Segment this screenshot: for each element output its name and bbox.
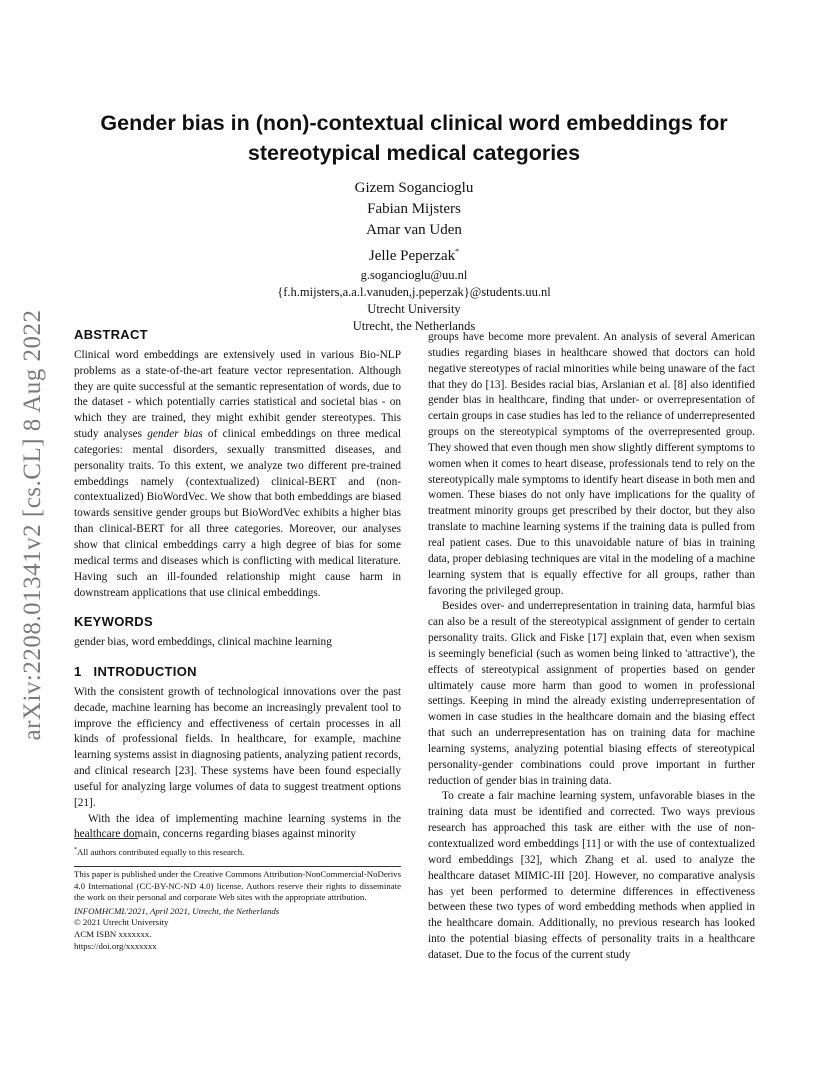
keywords-heading: KEYWORDS (74, 614, 153, 630)
arxiv-identifier-margin (18, 290, 48, 760)
left-column (74, 327, 401, 843)
title-line-2: stereotypical medical categories (247, 141, 581, 165)
license-text: This paper is published under the Creative Commons Attribution-NonCommercial-NoDerivs 4.0 International (CC-BY-NC-ND 4.0) license. Authors reserve their rights to disseminate the work on their personal and corporate Web sites with the appropriate attribution. (74, 869, 401, 903)
body-paragraph: groups have become more prevalent. An analysis of several American studies regarding biases in healthcare showed that doctors can hold negative stereotypes of racial minorities while being unaware of the fact that they do [13]. Besides racial bias, Arslanian et al. [8] also identified gender bias in healthcare, finding that under- or overrepresentation of certain groups in case studies has led to the reliance of underrepresented groups on the stereotypical symptoms of the overrepresented group. They showed that even though men show slightly different symptoms to women when it comes to heart disease, professionals tend to rely on the stereotypically male symptoms to identify heart disease in both men and women. These biases do not only have implications for the quality of treatment minority groups get prescribed by their doctor, but they also translate to machine learning systems if the training data is pulled from real patient cases. Due to this unavoidable nature of bias in training data, proper debiasing techniques are vital in the modeling of a machine learning system that is equally effective for all groups, rather than favoring the privileged group. (428, 331, 755, 597)
section-title: INTRODUCTION (93, 664, 197, 680)
keywords-text: gender bias, word embeddings, clinical machine learning (74, 636, 332, 649)
license-rule (74, 866, 401, 867)
paper-title (74, 108, 754, 168)
affiliation-institution: Utrecht University (367, 302, 461, 316)
author-name (74, 241, 754, 267)
author-name-text: Jelle Peperzak (368, 248, 456, 264)
footnote-rule (74, 838, 138, 839)
author-footnote (74, 844, 401, 858)
arxiv-identifier: arXiv:2208.01341v2 [cs.CL] 8 Aug 2022 (19, 309, 46, 741)
abstract-heading: ABSTRACT (74, 327, 148, 342)
author-name: Gizem Sogancioglu (354, 180, 474, 196)
footnote-text: All authors contributed equally to this research. (77, 846, 245, 857)
author-name: Fabian Mijsters (367, 201, 461, 217)
copyright-line: © 2021 Utrecht University (74, 917, 169, 928)
introduction-heading (74, 664, 401, 680)
introduction-paragraph: With the consistent growth of technological innovations over the past decade, machine learning has become an increasingly prevalent tool to improve the efficiency and effectiveness of certain processes in all kinds of professional fields. In healthcare, for example, machine learning systems assist in diagnosing patients, analyzing patient records, and clinical research [23]. These systems have been found especially useful for analyzing large volumes of data to suggest treatment options [21]. (74, 685, 401, 809)
author-email: g.sogancioglu@uu.nl (360, 268, 468, 282)
author-name: Amar van Uden (366, 222, 462, 238)
license-block (74, 869, 401, 952)
body-paragraph: To create a fair machine learning system, unfavorable biases in the training data must be identified and corrected. Two ways previous research has approached this task are either with the use of non-contextualized word embeddings [11] or with the use of contextualized word embeddings [32], which Zhang et al. used to analyze the healthcare dataset MIMIC-III [20]. However, no comparative analysis has yet been performed to determine differences in effectiveness between these two types of word embedding methods when applied in the healthcare domain. Additionally, no previous research has looked into the potential biasing effects of personality traits in a healthcare dataset. Due to the focus of the current study (428, 790, 755, 961)
body-paragraph: Besides over- and underrepresentation in training data, harmful bias can also be a result of the stereotypical assignment of gender to certain personality traits. Glick and Fiske [17] explain that, even when sexism is seemingly beneficial (such as women being linked to 'attractive'), the effects of stereotypical assignment of properties based on gender ultimately cause more harm than good to women in professional settings. Keeping in mind the already existing underrepresentation of women in case studies in the healthcare domain and the biasing effect that such an underrepresentation has on training data for machine learning systems, analyzing potential biasing effects of stereotypical personality-gender combinations could prove important in further reduction of gender bias in training data. (428, 600, 755, 787)
right-column (428, 330, 755, 964)
author-block (74, 178, 754, 335)
author-footnote-mark: * (455, 247, 460, 256)
abstract-emphasis: gender bias (147, 428, 203, 441)
title-line-1: Gender bias in (non)-contextual clinical word embeddings for (100, 111, 728, 135)
abstract-text: Clinical word embeddings are extensively used in various Bio-NLP problems as a state-of-the-art feature vector representation. Although they are quite successful at the semantic representation of words, due to the dataset - which potentially carries statistical and societal bias - on which they are trained, they might exhibit gender stereotypes. This study analyses gender bias of clinical embeddings on three medical categories: mental disorders, sexually transmitted diseases, and personality traits. To this extent, we analyze two different pre-trained embeddings namely (contextualized) clinical-BERT and (non-contextualized) BioWordVec. We show that both embeddings are biased towards sensitive gender groups but BioWordVec exhibits a higher bias than clinical-BERT for all three categories. Moreover, our analyses show that clinical embeddings carry a high degree of bias for some medical terms and diseases which is conflicting with medical literature. Having such an ill-founded relationship might cause harm in downstream applications that use clinical embeddings. (74, 348, 401, 599)
section-number: 1 (74, 664, 82, 680)
author-email: {f.h.mijsters,a.a.l.vanuden,j.peperzak}@students.uu.nl (277, 285, 551, 299)
venue-line: INFOMHCML'2021, April 2021, Utrecht, the Netherlands (74, 905, 280, 916)
introduction-paragraph: With the idea of implementing machine learning systems in the healthcare domain, concerns regarding biases against minority (74, 812, 401, 841)
affiliation-location: Utrecht, the Netherlands (352, 319, 476, 333)
footnote-mark: * (74, 847, 77, 853)
doi-line: https://doi.org/xxxxxxx (74, 940, 157, 951)
isbn-line: ACM ISBN xxxxxxx. (74, 928, 152, 939)
